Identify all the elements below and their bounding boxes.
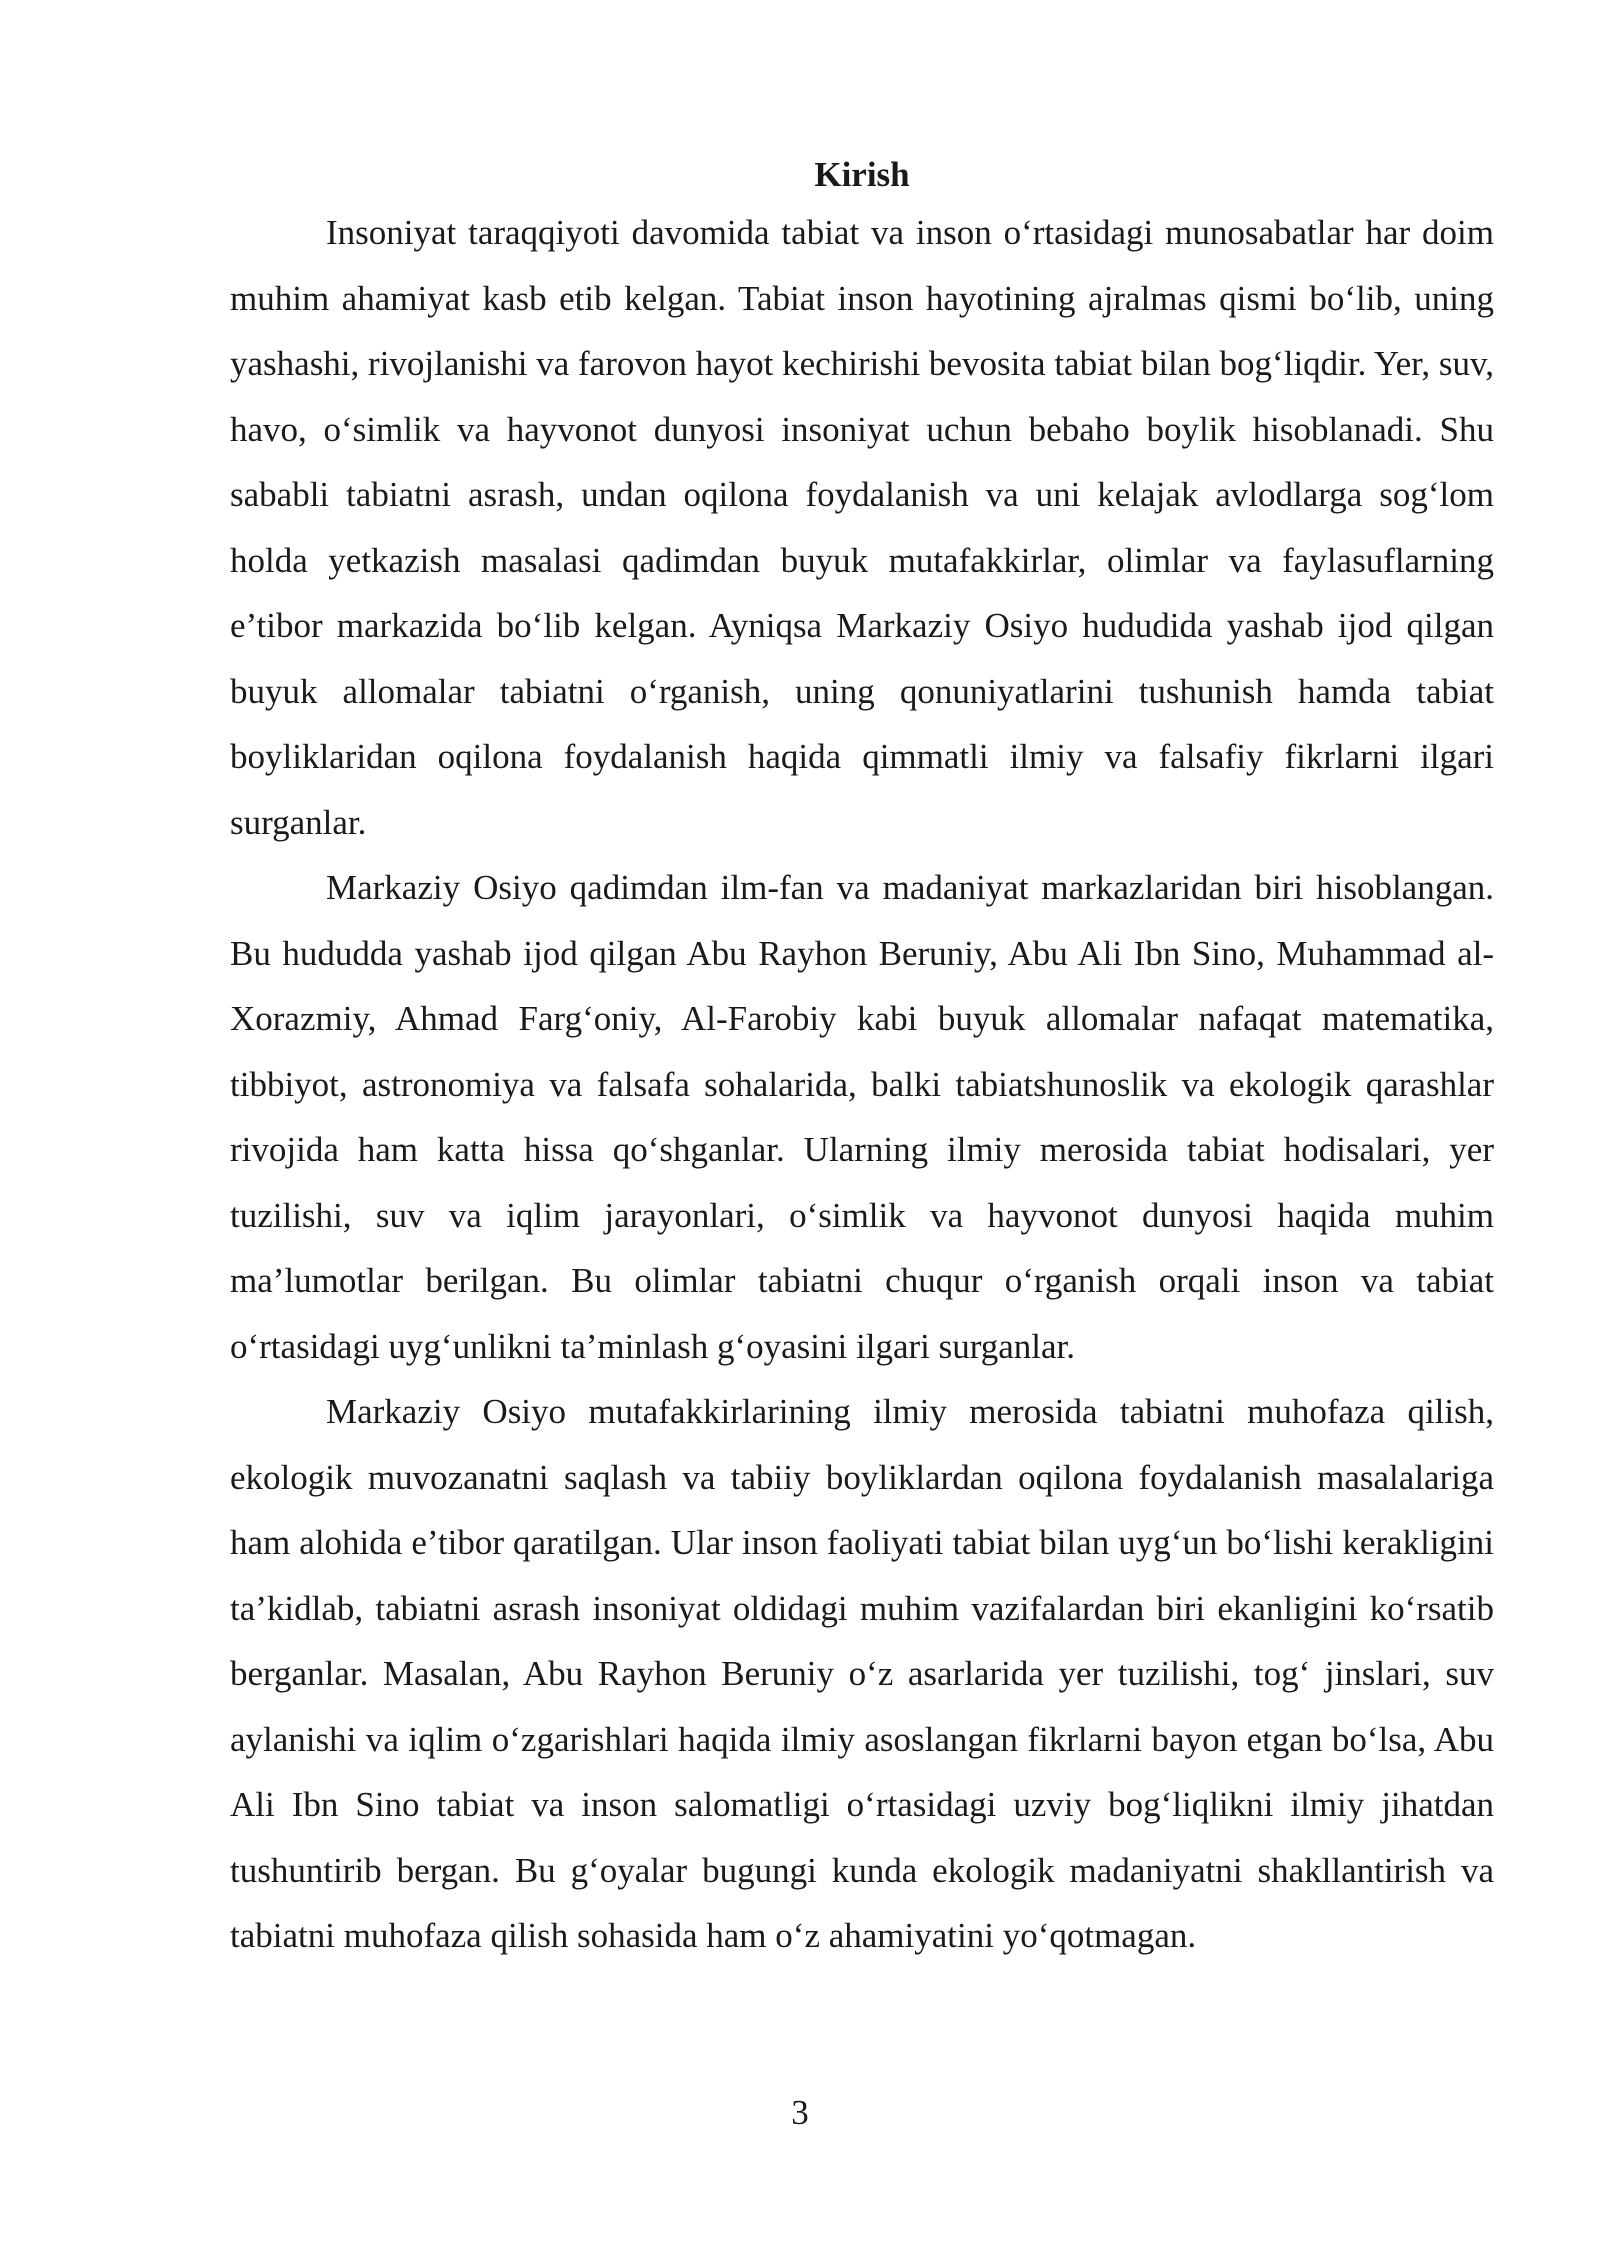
paragraph-2: Markaziy Osiyo qadimdan ilm-fan va madaniyat markazlaridan biri hisoblangan. Bu hududda yashab ijod qilgan Abu Rayhon Beruniy, Abu Ali Ibn Sino, Muhammad al-Xorazmiy, Ahmad Farg‘oniy, Al-Farobiy kabi buyuk allomalar nafaqat matematika, tibbiyot, astronomiya va falsafa sohalarida, balki tabiatshunoslik va ekologik qarashlar rivojida ham katta hissa qo‘shganlar. Ularning ilmiy merosida tabiat hodisalari, yer tuzilishi, suv va iqlim jarayonlari, o‘simlik va hayvonot dunyosi haqida muhim ma’lumotlar berilgan. Bu olimlar tabiatni chuqur o‘rganish orqali inson va tabiat o‘rtasidagi uyg‘unlikni ta’minlash g‘oyasini ilgari surganlar. [230, 868, 1494, 1366]
document-title: Kirish [814, 155, 910, 194]
paragraph-3: Markaziy Osiyo mutafakkirlarining ilmiy merosida tabiatni muhofaza qilish, ekologik muvozanatni saqlash va tabiiy boyliklardan oqilona foydalanish masalalariga ham alohida e’tibor qaratilgan. Ular inson faoliyati tabiat bilan uyg‘un bo‘lishi kerakligini ta’kidlab, tabiatni asrash insoniyat oldidagi muhim vazifalardan biri ekanligini ko‘rsatib berganlar. Masalan, Abu Rayhon Beruniy o‘z asarlarida yer tuzilishi, tog‘ jinslari, suv aylanishi va iqlim o‘zgarishlari haqida ilmiy asoslangan fikrlarni bayon etgan bo‘lsa, Abu Ali Ibn Sino tabiat va inson salomatligi o‘rtasidagi uzviy bog‘liqlikni ilmiy jihatdan tushuntirib bergan. Bu g‘oyalar bugungi kunda ekologik madaniyatni shakllantirish va tabiatni muhofaza qilish sohasida ham o‘z ahamiyatini yo‘qotmagan. [230, 1392, 1494, 1955]
document-page [230, 150, 1494, 1969]
page-number: 3 [791, 2093, 809, 2132]
paragraph-1: Insoniyat taraqqiyoti davomida tabiat va inson o‘rtasidagi munosabatlar har doim muhim ahamiyat kasb etib kelgan. Tabiat inson hayotining ajralmas qismi bo‘lib, uning yashashi, rivojlanishi va farovon hayot kechirishi bevosita tabiat bilan bog‘liqdir. Yer, suv, havo, o‘simlik va hayvonot dunyosi insoniyat uchun bebaho boylik hisoblanadi. Shu sababli tabiatni asrash, undan oqilona foydalanish va uni kelajak avlodlarga sog‘lom holda yetkazish masalasi qadimdan buyuk mutafakkirlar, olimlar va faylasuflarning e’tibor markazida bo‘lib kelgan. Ayniqsa Markaziy Osiyo hududida yashab ijod qilgan buyuk allomalar tabiatni o‘rganish, uning qonuniyatlarini tushunish hamda tabiat boyliklaridan oqilona foydalanish haqida qimmatli ilmiy va falsafiy fikrlarni ilgari surganlar. [230, 213, 1494, 842]
